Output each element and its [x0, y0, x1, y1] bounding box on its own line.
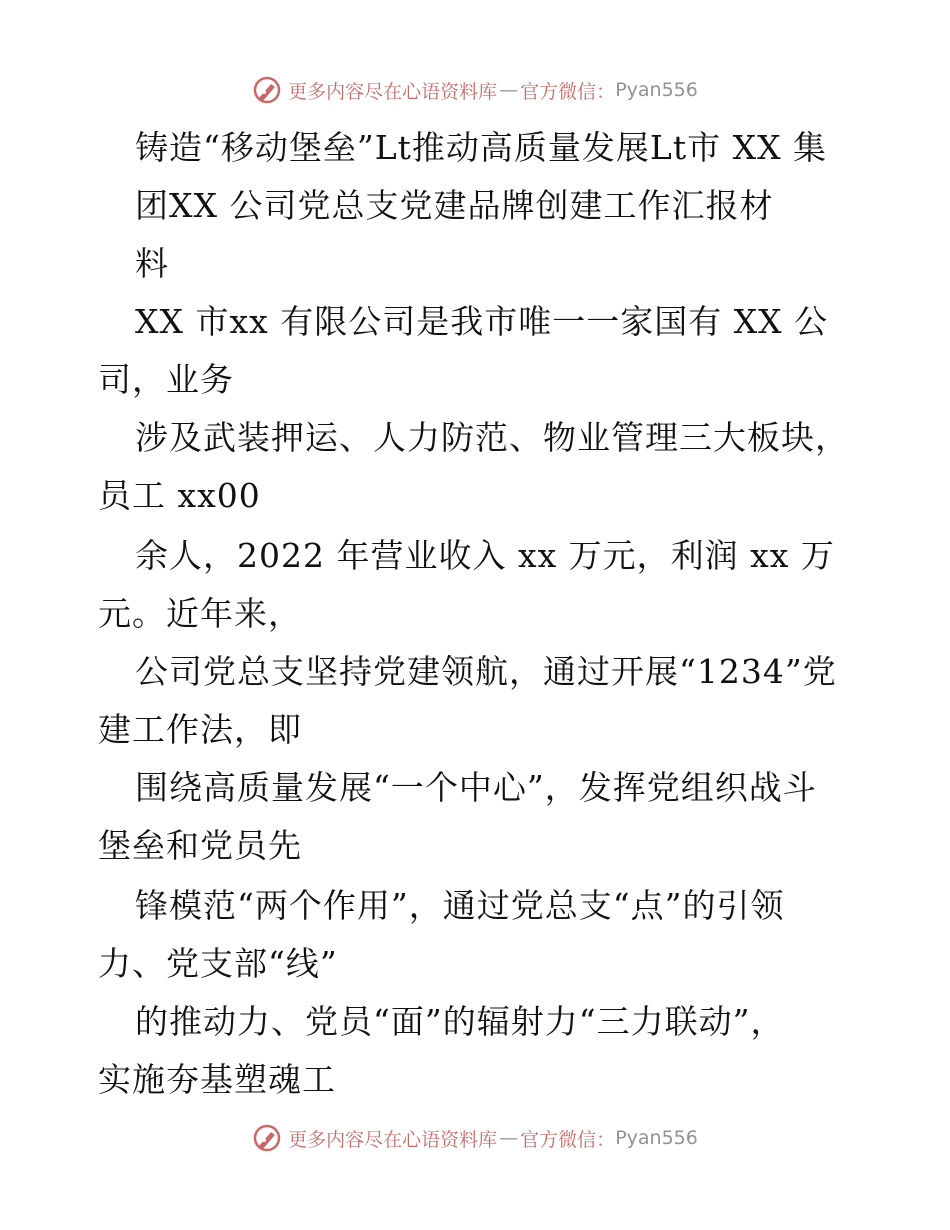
- body-line: 元。近年来，: [98, 594, 302, 633]
- body-line: 司，业务: [98, 360, 234, 399]
- watermark-separator: —: [499, 79, 519, 101]
- body-line: 围绕高质量发展“一个中心”，发挥党组织战斗: [135, 768, 817, 807]
- body-line: 力、党支部“线”: [98, 944, 338, 983]
- watermark-brand: 更多内容尽在心语资料库: [288, 1128, 498, 1151]
- body-line: 员工 xx00: [98, 476, 261, 515]
- pen-circle-logo-icon: [252, 1123, 282, 1153]
- watermark-account-id: Pyan556: [615, 1127, 698, 1149]
- body-line: 堡垒和党员先: [98, 826, 302, 865]
- title-line-2: 团XX 公司党总支党建品牌创建工作汇报材: [135, 186, 774, 225]
- body-line: 实施夯基塑魂工: [98, 1060, 336, 1099]
- watermark-separator: —: [499, 1127, 519, 1149]
- body-line: 的推动力、党员“面”的辐射力“三力联动”，: [135, 1002, 785, 1041]
- body-line: 公司党总支坚持党建领航，通过开展“1234”党: [135, 652, 837, 691]
- footer-watermark: [0, 1118, 950, 1158]
- body-line: 锋模范“两个作用”，通过党总支“点”的引领: [135, 886, 785, 925]
- watermark-account-label: 官方微信：: [520, 80, 616, 103]
- title-line-1: 铸造“移动堡垒”Lt推动高质量发展Lt市 XX 集: [135, 128, 828, 167]
- body-line: 建工作法，即: [98, 710, 302, 749]
- watermark-brand: 更多内容尽在心语资料库: [288, 80, 498, 103]
- watermark-account-label: 官方微信：: [520, 1128, 616, 1151]
- body-line: XX 市xx 有限公司是我市唯一一家国有 XX 公: [135, 302, 829, 341]
- body-line: 涉及武装押运、人力防范、物业管理三大板块，: [135, 418, 849, 457]
- title-line-3: 料: [135, 244, 169, 283]
- body-line: 余人，2022 年营业收入 xx 万元，利润 xx 万: [135, 536, 835, 575]
- watermark-account-id: Pyan556: [615, 79, 698, 101]
